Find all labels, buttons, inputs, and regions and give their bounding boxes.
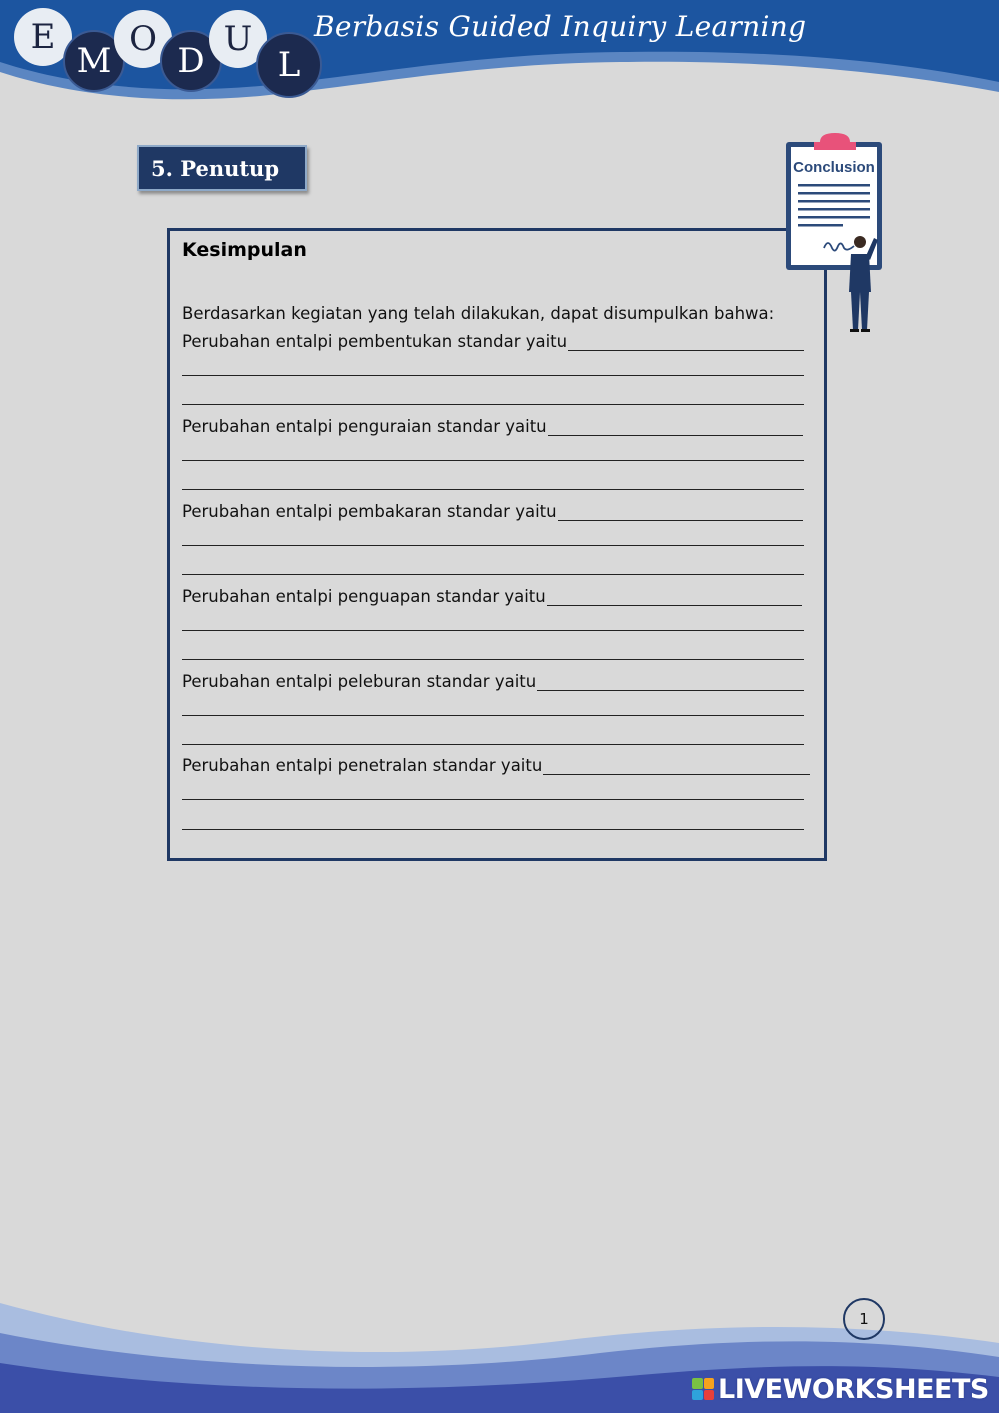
conclusion-item [182, 751, 810, 775]
logo-letter-m: M [63, 30, 125, 92]
item-label: Perubahan entalpi penetralan standar yaitu [182, 756, 543, 775]
answer-line[interactable] [182, 799, 804, 800]
logo-letter-o: O [114, 10, 172, 68]
answer-line[interactable] [182, 744, 804, 745]
item-label: Perubahan entalpi penguraian standar yaitu [182, 417, 547, 436]
intro-text: Berdasarkan kegiatan yang telah dilakukan, dapat disumpulkan bahwa: [182, 304, 775, 323]
answer-blank[interactable] [543, 756, 810, 775]
item-label: Perubahan entalpi pembentukan standar yaitu [182, 332, 568, 351]
answer-blank[interactable] [537, 672, 804, 691]
liveworksheets-logo [692, 1372, 989, 1406]
page-number: 1 [843, 1298, 885, 1340]
logo-letter-u: U [209, 10, 267, 68]
answer-line[interactable] [182, 630, 804, 631]
conclusion-item [182, 497, 803, 521]
lw-icon-e [704, 1390, 715, 1401]
liveworksheets-icon [692, 1378, 714, 1400]
conclusion-item [182, 327, 804, 351]
conclusion-item [182, 412, 803, 436]
conclusion-intro [182, 299, 774, 323]
answer-line[interactable] [182, 375, 804, 376]
answer-line[interactable] [182, 715, 804, 716]
answer-line[interactable] [182, 404, 804, 405]
lw-icon-l [692, 1378, 703, 1389]
item-label: Perubahan entalpi penguapan standar yaitu [182, 587, 546, 606]
answer-blank[interactable] [568, 332, 804, 351]
lw-icon-i [704, 1378, 715, 1389]
liveworksheets-brand: LIVEWORKSHEETS [718, 1373, 989, 1405]
section-title: 5. Penutup [137, 145, 307, 191]
answer-line[interactable] [182, 489, 804, 490]
conclusion-heading: Kesimpulan [182, 239, 307, 261]
answer-blank[interactable] [548, 417, 803, 436]
emodul-logo [0, 0, 330, 100]
answer-line[interactable] [182, 829, 804, 830]
item-label: Perubahan entalpi peleburan standar yaitu [182, 672, 537, 691]
answer-line[interactable] [182, 460, 804, 461]
conclusion-item [182, 667, 804, 691]
logo-letter-e: E [14, 8, 72, 66]
conclusion-clipboard-icon [780, 130, 890, 340]
logo-letter-l: L [256, 32, 322, 98]
clipboard-label: Conclusion [793, 159, 875, 176]
item-label: Perubahan entalpi pembakaran standar yaitu [182, 502, 557, 521]
header-title: Berbasis Guided Inquiry Learning [314, 10, 807, 43]
logo-letter-d: D [160, 30, 222, 92]
answer-blank[interactable] [558, 502, 803, 521]
answer-line[interactable] [182, 574, 804, 575]
conclusion-item [182, 582, 802, 606]
lw-icon-v [692, 1390, 703, 1401]
answer-blank[interactable] [547, 587, 802, 606]
answer-line[interactable] [182, 659, 804, 660]
answer-line[interactable] [182, 545, 804, 546]
